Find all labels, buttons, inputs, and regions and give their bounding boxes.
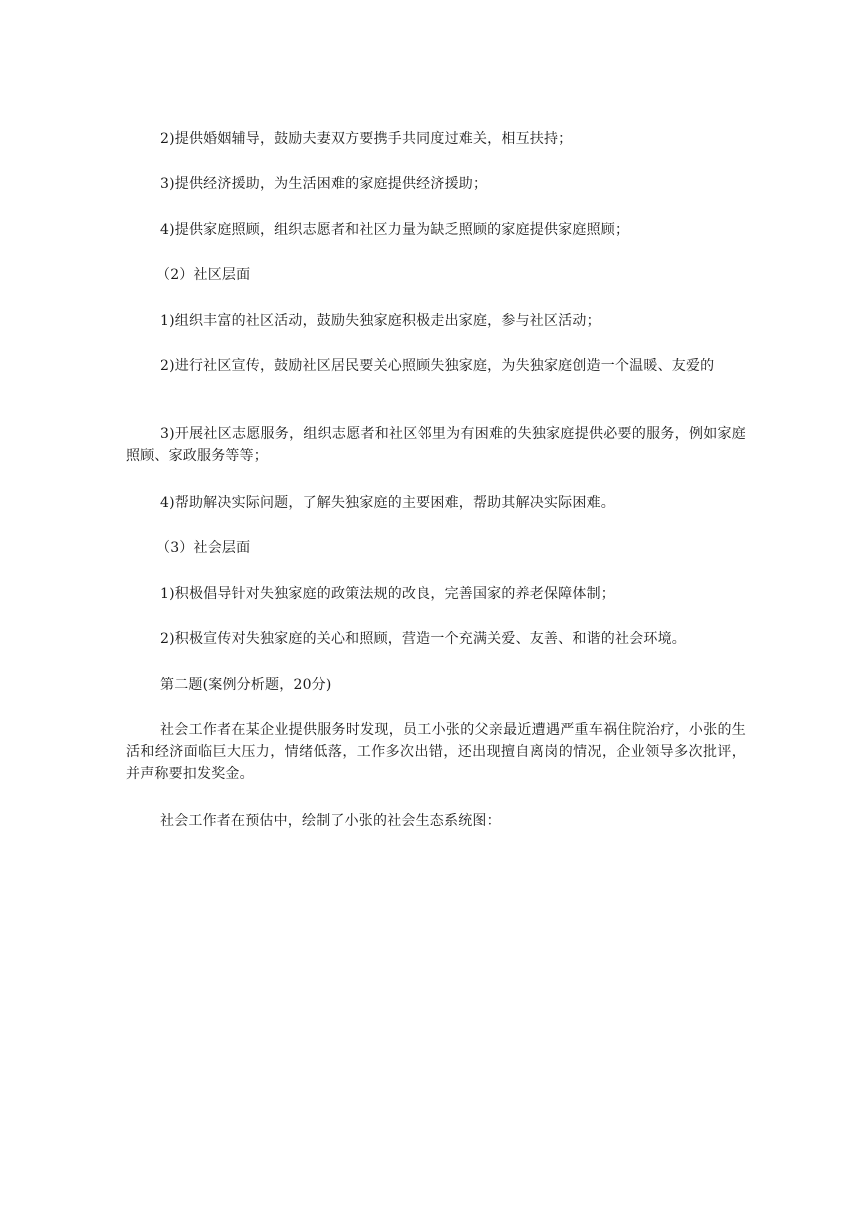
paragraph-case-description: 社会工作者在某企业提供服务时发现，员工小张的父亲最近遭遇严重车祸住院治疗，小张的生活和经济面临巨大压力，情绪低落，工作多次出错，还出现擅自离岗的情况，企业领导多次批评，并声称要扣发奖金。: [126, 722, 746, 782]
paragraph-ecosystem-intro: 社会工作者在预估中，绘制了小张的社会生态系统图：: [160, 813, 501, 829]
heading-community-level: （2）社区层面: [156, 267, 251, 283]
paragraph-community-activities: 1)组织丰富的社区活动，鼓励失独家庭积极走出家庭，参与社区活动；: [160, 313, 601, 329]
paragraph-social-environment: 2)积极宣传对失独家庭的关心和照顾，营造一个充满关爱、友善、和谐的社会环境。: [160, 631, 686, 647]
paragraph-economic-aid: 3)提供经济援助，为生活困难的家庭提供经济援助；: [160, 176, 488, 192]
paragraph-community-volunteer: 3)开展社区志愿服务，组织志愿者和社区邻里为有困难的失独家庭提供必要的服务，例如家庭照顾、家政服务等等；: [126, 426, 746, 464]
paragraph-marriage-counseling: 2)提供婚姻辅导，鼓励夫妻双方要携手共同度过难关，相互扶持；: [160, 131, 573, 147]
paragraph-community-publicity: 2)进行社区宣传，鼓励社区居民要关心照顾失独家庭，为失独家庭创造一个温暖、友爱的: [160, 358, 715, 374]
paragraph-family-care: 4)提供家庭照顾，组织志愿者和社区力量为缺乏照顾的家庭提供家庭照顾；: [160, 222, 630, 238]
paragraph-policy-advocacy: 1)积极倡导针对失独家庭的政策法规的改良，完善国家的养老保障体制；: [160, 586, 615, 602]
heading-question-two: 第二题(案例分析题，20分): [160, 677, 332, 693]
paragraph-solve-problems: 4)帮助解决实际问题，了解失独家庭的主要困难，帮助其解决实际困难。: [160, 495, 615, 511]
heading-society-level: （3）社会层面: [156, 540, 251, 556]
